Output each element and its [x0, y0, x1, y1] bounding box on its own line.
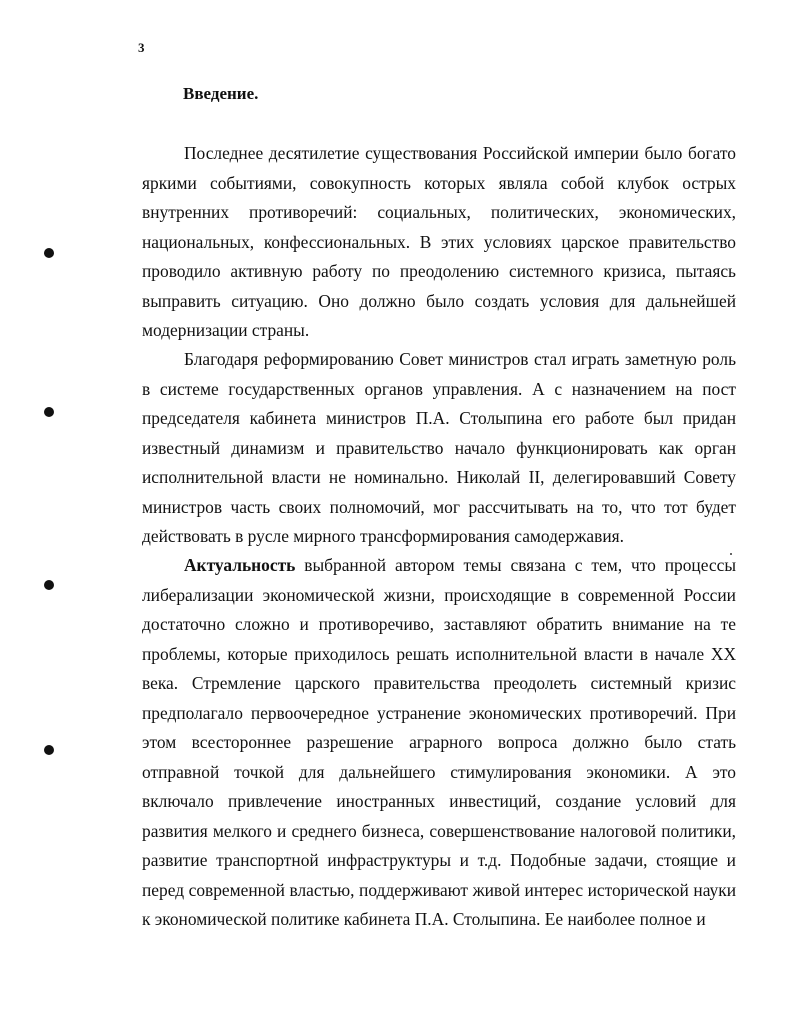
punch-hole-mark — [44, 407, 54, 417]
relevance-term: Актуальность — [184, 555, 296, 575]
page-number: 3 — [138, 40, 145, 55]
paragraph-2: Благодаря реформированию Совет министров стал играть заметную роль в системе государственных органов управления. А с назначением на пост председателя кабинета министров П.А. Столыпина его работе был придан известный динамизм и правительство начало функционировать как орган исполнительной власти не номинально. Николай II, делегировавший Совету министров часть своих полномочий, мог рассчитывать на то, что тот будет действовать в русле мирного трансформирования самодержавия. — [142, 349, 736, 546]
punch-hole-mark — [44, 745, 54, 755]
punch-hole-mark — [44, 248, 54, 258]
paragraph-3 — [142, 551, 736, 935]
scan-speck — [730, 553, 732, 555]
section-heading: Введение. — [183, 84, 259, 103]
paragraph-3-text: выбранной автором темы связана с тем, что процессы либерализации экономической жизни, происходящие в современной России достаточно сложно и противоречиво, заставляют обратить внимание на те проблемы, которые приходилось решать исполнительной власти в начале XX века. Стремление царского правительства преодолеть системный кризис предполагало первоочередное устранение экономических противоречий. При этом всестороннее разрешение аграрного вопроса должно было стать отправной точкой для дальнейшего стимулирования экономики. А это включало привлечение иностранных инвестиций, создание условий для развития мелкого и среднего бизнеса, совершенствование налоговой политики, развитие транспортной инфраструктуры и т.д. Подобные задачи, стоящие и перед современной властью, поддерживают живой интерес исторической науки к экономической политике кабинета П.А. Столыпина. Ее наиболее полное и — [142, 555, 736, 929]
punch-hole-mark — [44, 580, 54, 590]
paragraph-1: Последнее десятилетие существования Российской империи было богато яркими событиями, совокупность которых являла собой клубок острых внутренних противоречий: социальных, политических, экономических, национальных, конфессиональных. В этих условиях царское правительство проводило активную работу по преодолению системного кризиса, пытаясь выправить ситуацию. Оно должно было создать условия для дальнейшей модернизации страны. — [142, 143, 736, 340]
